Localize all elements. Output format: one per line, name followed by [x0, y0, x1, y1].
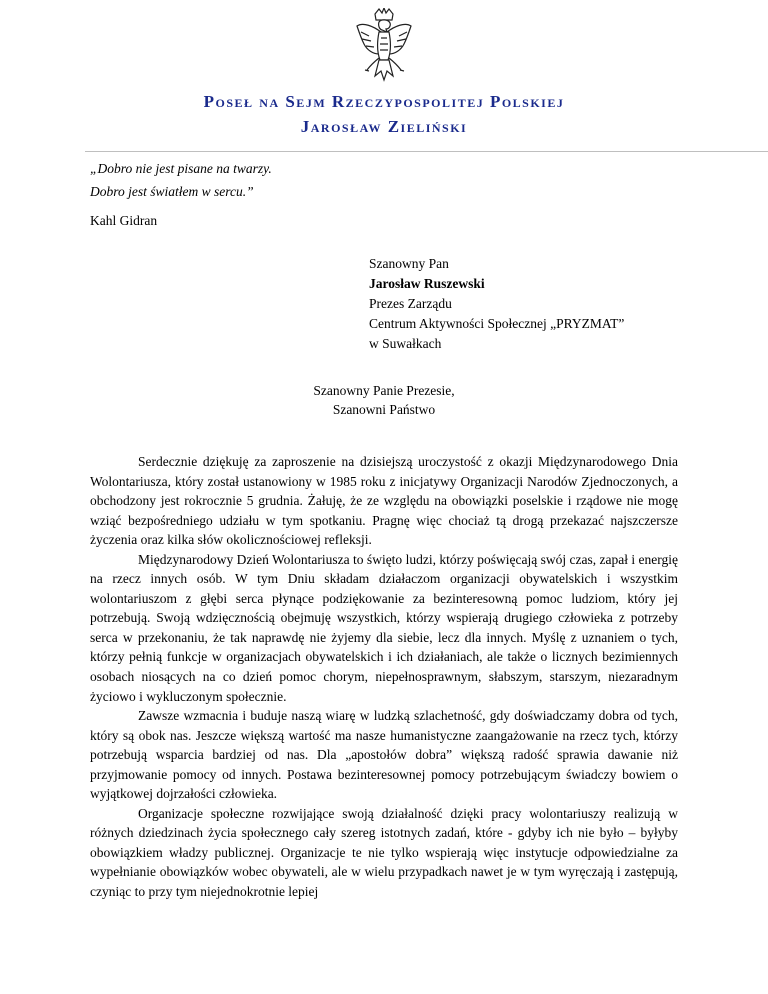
- motto-author: Kahl Gidran: [90, 213, 158, 228]
- salutation-line-1: Szanowny Panie Prezesie,: [313, 383, 455, 398]
- letterhead-name: Jarosław Zieliński: [300, 117, 468, 136]
- address-line-3: Prezes Zarządu: [369, 296, 452, 311]
- address-line-5: w Suwałkach: [369, 336, 442, 351]
- letter-body: [90, 452, 678, 902]
- body-paragraph: Organizacje społeczne rozwijające swoją działalność dzięki pracy wolontariuszy realizują w różnych dziedzinach życia społecznego cały szereg istotnych zadań, które - gdyby ich nie było – byłyby obowiązkiem władzy publicznej. Organizacje te nie tylko wspierają więc instytucje odpowiedzialne za wypełnianie obowiązków wobec obywateli, ale w wielu przypadkach nawet je w tym wyręczają i zastępują, czyniąc to przy tym niejednokrotnie lepiej: [90, 805, 678, 900]
- polish-eagle-icon: [355, 8, 413, 88]
- motto-line-2: Dobro jest światłem w sercu.”: [90, 184, 254, 199]
- salutation-line-2: Szanowni Państwo: [332, 402, 436, 417]
- body-paragraph: Międzynarodowy Dzień Wolontariusza to święto ludzi, którzy poświęcają swój czas, zapał i energię na rzecz innych osób. W tym Dniu składam działaczom organizacji obywatelskich i wszystkim wolontariuszom z głębi serca płynące podziękowanie za bezinteresowną pomoc ludziom, który jej potrzebują. Swoją wdzięcznością obejmuję wszystkich, którzy wspierają drugiego człowieka z potrzeby serca w przekonaniu, że tak naprawdę nie żyjemy dla siebie, lecz dla innych. Myślę z uznaniem o tych, którzy pełnią funkcje w organizacjach obywatelskich i ich działaniach, ale także o licznych bezimiennych osobach niosących na co dzień pomoc chorym, niepełnosprawnym, słabszym, starszym, niezaradnym życiowo i wykluczonym społecznie.: [90, 551, 678, 704]
- address-recipient-name: Jarosław Ruszewski: [369, 276, 485, 291]
- address-line-4: Centrum Aktywności Społecznej „PRYZMAT”: [369, 316, 625, 331]
- address-line-1: Szanowny Pan: [369, 256, 449, 271]
- body-paragraph: Serdecznie dziękuję za zaproszenie na dzisiejszą uroczystość z okazji Międzynarodowego Dnia Wolontariusza, który został ustanowiony w 1985 roku z inicjatywy Organizacji Narodów Zjednoczonych, a obchodzony jest rokrocznie 5 grudnia. Żałuję, że ze względu na obowiązki poselskie i rządowe nie mogę wziąć bezpośredniego udziału w tym spotkaniu. Pragnę więc chociaż tą drogą przekazać najszczersze życzenia oraz kilka słów okolicznościowej refleksji.: [90, 454, 678, 548]
- header-divider: [85, 151, 768, 152]
- motto-line-1: „Dobro nie jest pisane na twarzy.: [90, 161, 272, 176]
- letterhead-title: Poseł na Sejm Rzeczypospolitej Polskiej: [203, 92, 565, 111]
- body-paragraph: Zawsze wzmacnia i buduje naszą wiarę w ludzką szlachetność, gdy doświadczamy dobra od tych, który są obok nas. Jeszcze większą wartość ma nasze humanistyczne zaangażowanie na rzecz tych, którzy potrzebują wsparcia bardziej od nas. Dla „apostołów dobra” większą radość sprawia dawanie niż przyjmowanie pomocy od innych. Postawa bezinteresownej pomocy potrzebującym świadczy bowiem o wyjątkowej dojrzałości człowieka.: [90, 708, 678, 802]
